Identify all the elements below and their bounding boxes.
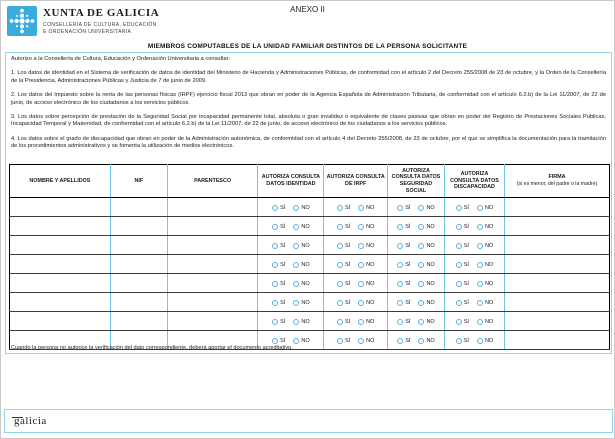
radio-button-icon[interactable] bbox=[293, 224, 299, 230]
no-radio-option[interactable] bbox=[477, 243, 493, 249]
no-radio-label: NO bbox=[484, 243, 494, 249]
yes-radio-label: SÍ bbox=[280, 319, 286, 325]
radio-button-icon[interactable] bbox=[456, 338, 462, 344]
no-radio-option[interactable] bbox=[358, 262, 374, 268]
radio-button-icon[interactable] bbox=[293, 243, 299, 249]
no-radio-option[interactable] bbox=[293, 338, 309, 344]
authorize-discapacidad-cell bbox=[444, 198, 504, 217]
no-radio-option[interactable] bbox=[358, 224, 374, 230]
yes-radio-label: SÍ bbox=[344, 300, 351, 306]
no-radio-option[interactable] bbox=[293, 224, 309, 230]
radio-button-icon[interactable] bbox=[397, 224, 403, 230]
no-radio-option[interactable] bbox=[418, 338, 434, 344]
no-radio-option[interactable] bbox=[477, 224, 493, 230]
authorize-identidad-cell bbox=[258, 293, 324, 312]
name-cell[interactable] bbox=[10, 255, 111, 274]
no-radio-label: NO bbox=[301, 319, 310, 325]
no-radio-option[interactable] bbox=[293, 300, 309, 306]
yes-radio-label: SÍ bbox=[405, 243, 411, 249]
no-radio-label: NO bbox=[426, 281, 435, 287]
column-header-identidad: AUTORIZA CONSULTA DATOS IDENTIDAD bbox=[258, 165, 324, 198]
radio-button-icon[interactable] bbox=[418, 224, 424, 230]
authorize-discapacidad-cell bbox=[444, 274, 504, 293]
no-radio-label: NO bbox=[366, 319, 375, 325]
yes-radio-label: SÍ bbox=[405, 338, 411, 344]
no-radio-option[interactable] bbox=[418, 300, 434, 306]
yes-radio-label: SÍ bbox=[280, 281, 286, 287]
nif-cell[interactable] bbox=[110, 217, 167, 236]
no-radio-option[interactable] bbox=[418, 319, 434, 325]
firma-sublabel: (si es menor, del padre o la madre) bbox=[516, 181, 598, 188]
yes-radio-label: SÍ bbox=[344, 338, 351, 344]
name-cell[interactable] bbox=[10, 274, 111, 293]
radio-button-icon[interactable] bbox=[456, 281, 462, 287]
yes-radio-option[interactable] bbox=[272, 338, 285, 344]
radio-button-icon[interactable] bbox=[337, 224, 343, 230]
nif-cell[interactable] bbox=[110, 312, 167, 331]
radio-button-icon[interactable] bbox=[358, 300, 364, 306]
radio-button-icon[interactable] bbox=[358, 338, 364, 344]
yes-radio-label: SÍ bbox=[344, 319, 351, 325]
radio-button-icon[interactable] bbox=[358, 319, 364, 325]
yes-radio-label: SÍ bbox=[463, 262, 469, 268]
no-radio-label: NO bbox=[366, 281, 375, 287]
authorize-identidad-cell bbox=[258, 274, 324, 293]
nif-cell[interactable] bbox=[110, 198, 167, 217]
radio-button-icon[interactable] bbox=[477, 300, 483, 306]
no-radio-option[interactable] bbox=[477, 205, 493, 211]
no-radio-label: NO bbox=[426, 300, 435, 306]
yes-radio-option[interactable] bbox=[397, 205, 410, 211]
radio-button-icon[interactable] bbox=[397, 319, 403, 325]
radio-button-icon[interactable] bbox=[293, 319, 299, 325]
table-row bbox=[10, 236, 610, 255]
yes-radio-option[interactable] bbox=[456, 300, 469, 306]
table-row bbox=[10, 255, 610, 274]
family-table-body bbox=[10, 198, 610, 350]
authorization-box bbox=[5, 52, 612, 354]
radio-button-icon[interactable] bbox=[397, 338, 403, 344]
radio-button-icon[interactable] bbox=[293, 281, 299, 287]
yes-radio-option[interactable] bbox=[272, 319, 285, 325]
name-cell[interactable] bbox=[10, 312, 111, 331]
radio-button-icon[interactable] bbox=[358, 243, 364, 249]
yes-radio-option[interactable] bbox=[397, 338, 410, 344]
column-header-firma bbox=[504, 165, 609, 198]
parentesco-cell[interactable] bbox=[167, 312, 258, 331]
radio-button-icon[interactable] bbox=[397, 300, 403, 306]
no-radio-option[interactable] bbox=[293, 319, 309, 325]
form-title: MIEMBROS COMPUTABLES DE LA UNIDAD FAMILIAR DISTINTOS DE LA PERSONA SOLICITANTE bbox=[147, 43, 468, 50]
parentesco-cell[interactable] bbox=[167, 236, 258, 255]
authorization-clause-1: 1. Los datos de identidad en el Sistema de verificación de datos de identidad del Ministerio de Hacienda y Administraciones Públicas, de conformidad con el artículo 2 del Decreto 255/2008 de 23 de octubre, y la Orden de la Consellería de la Presidencia, Administraciones Públicas y Justicia de 7 de junio de 2009. bbox=[11, 70, 606, 84]
no-radio-label: NO bbox=[301, 300, 310, 306]
authorize-irpf-cell bbox=[324, 255, 388, 274]
yes-radio-label: SÍ bbox=[280, 300, 286, 306]
no-radio-label: NO bbox=[484, 205, 494, 211]
radio-button-icon[interactable] bbox=[477, 224, 483, 230]
yes-radio-option[interactable] bbox=[397, 262, 410, 268]
firma-label: FIRMA bbox=[548, 174, 566, 181]
yes-radio-option[interactable] bbox=[272, 262, 285, 268]
yes-radio-option[interactable] bbox=[337, 319, 350, 325]
no-radio-label: NO bbox=[366, 224, 375, 230]
authorize-seguridad-social-cell bbox=[387, 217, 444, 236]
yes-radio-label: SÍ bbox=[463, 243, 469, 249]
authorize-irpf-cell bbox=[324, 236, 388, 255]
annex-label: ANEXO II bbox=[290, 5, 325, 14]
radio-button-icon[interactable] bbox=[477, 243, 483, 249]
no-radio-label: NO bbox=[426, 319, 435, 325]
yes-radio-option[interactable] bbox=[337, 338, 350, 344]
yes-radio-label: SÍ bbox=[463, 319, 469, 325]
no-radio-label: NO bbox=[484, 300, 494, 306]
radio-button-icon[interactable] bbox=[272, 300, 278, 306]
authorize-seguridad-social-cell bbox=[387, 312, 444, 331]
radio-button-icon[interactable] bbox=[272, 262, 278, 268]
yes-radio-option[interactable] bbox=[397, 281, 410, 287]
name-cell[interactable] bbox=[10, 217, 111, 236]
authorize-seguridad-social-cell bbox=[387, 255, 444, 274]
radio-button-icon[interactable] bbox=[358, 281, 364, 287]
radio-button-icon[interactable] bbox=[293, 262, 299, 268]
firma-cell[interactable] bbox=[504, 312, 609, 331]
authorize-discapacidad-cell bbox=[444, 331, 504, 350]
table-row bbox=[10, 198, 610, 217]
authorize-identidad-cell bbox=[258, 312, 324, 331]
radio-button-icon[interactable] bbox=[477, 281, 483, 287]
no-radio-option[interactable] bbox=[418, 262, 434, 268]
table-row bbox=[10, 312, 610, 331]
firma-cell[interactable] bbox=[504, 255, 609, 274]
yes-radio-option[interactable] bbox=[456, 262, 469, 268]
radio-button-icon[interactable] bbox=[272, 338, 278, 344]
firma-cell[interactable] bbox=[504, 293, 609, 312]
yes-radio-option[interactable] bbox=[397, 300, 410, 306]
yes-radio-label: SÍ bbox=[405, 281, 411, 287]
authorize-irpf-cell bbox=[324, 217, 388, 236]
no-radio-label: NO bbox=[301, 262, 310, 268]
yes-radio-label: SÍ bbox=[405, 300, 411, 306]
galicia-wordmark: galicia bbox=[14, 415, 47, 427]
authorize-identidad-cell bbox=[258, 217, 324, 236]
radio-button-icon[interactable] bbox=[456, 224, 462, 230]
radio-button-icon[interactable] bbox=[293, 338, 299, 344]
parentesco-cell[interactable] bbox=[167, 198, 258, 217]
no-radio-label: NO bbox=[484, 262, 494, 268]
radio-button-icon[interactable] bbox=[337, 338, 343, 344]
no-radio-option[interactable] bbox=[293, 205, 309, 211]
yes-radio-option[interactable] bbox=[272, 224, 285, 230]
radio-button-icon[interactable] bbox=[358, 205, 364, 211]
department-name bbox=[43, 22, 159, 35]
no-radio-label: NO bbox=[366, 243, 375, 249]
no-radio-option[interactable] bbox=[358, 243, 374, 249]
firma-cell[interactable] bbox=[504, 198, 609, 217]
authorize-seguridad-social-cell bbox=[387, 274, 444, 293]
no-radio-option[interactable] bbox=[358, 281, 374, 287]
authorize-discapacidad-cell bbox=[444, 312, 504, 331]
radio-button-icon[interactable] bbox=[272, 205, 278, 211]
no-radio-option[interactable] bbox=[477, 319, 493, 325]
nif-cell[interactable] bbox=[110, 293, 167, 312]
authorize-identidad-cell bbox=[258, 236, 324, 255]
radio-button-icon[interactable] bbox=[272, 243, 278, 249]
no-radio-label: NO bbox=[426, 338, 435, 344]
radio-button-icon[interactable] bbox=[397, 281, 403, 287]
no-radio-option[interactable] bbox=[418, 281, 434, 287]
firma-cell[interactable] bbox=[504, 331, 609, 350]
no-radio-label: NO bbox=[426, 224, 435, 230]
radio-button-icon[interactable] bbox=[456, 262, 462, 268]
parentesco-cell[interactable] bbox=[167, 293, 258, 312]
radio-button-icon[interactable] bbox=[358, 224, 364, 230]
authorize-seguridad-social-cell bbox=[387, 236, 444, 255]
radio-button-icon[interactable] bbox=[358, 262, 364, 268]
authorize-seguridad-social-cell bbox=[387, 331, 444, 350]
nif-cell[interactable] bbox=[110, 236, 167, 255]
authorize-discapacidad-cell bbox=[444, 293, 504, 312]
radio-button-icon[interactable] bbox=[272, 281, 278, 287]
no-radio-option[interactable] bbox=[358, 205, 374, 211]
radio-button-icon[interactable] bbox=[418, 281, 424, 287]
department-line2: E ORDENACIÓN UNIVERSITARIA bbox=[43, 28, 132, 35]
radio-button-icon[interactable] bbox=[477, 262, 483, 268]
yes-radio-option[interactable] bbox=[456, 224, 469, 230]
department-line1: CONSELLERÍA DE CULTURA, EDUCACIÓN bbox=[43, 22, 157, 28]
yes-radio-option[interactable] bbox=[337, 205, 350, 211]
firma-cell[interactable] bbox=[504, 236, 609, 255]
no-radio-option[interactable] bbox=[293, 243, 309, 249]
yes-radio-label: SÍ bbox=[405, 262, 411, 268]
radio-button-icon[interactable] bbox=[477, 338, 483, 344]
no-radio-label: NO bbox=[484, 319, 494, 325]
authorize-identidad-cell bbox=[258, 198, 324, 217]
column-header-nombre: NOMBRE Y APELLIDOS bbox=[10, 165, 111, 198]
name-cell[interactable] bbox=[10, 236, 111, 255]
footer-bar bbox=[4, 409, 613, 433]
no-radio-option[interactable] bbox=[477, 262, 493, 268]
parentesco-cell[interactable] bbox=[167, 274, 258, 293]
no-radio-option[interactable] bbox=[418, 205, 434, 211]
yes-radio-option[interactable] bbox=[397, 319, 410, 325]
radio-button-icon[interactable] bbox=[418, 300, 424, 306]
yes-radio-label: SÍ bbox=[344, 281, 351, 287]
yes-radio-label: SÍ bbox=[344, 205, 351, 211]
no-radio-option[interactable] bbox=[477, 300, 493, 306]
yes-radio-option[interactable] bbox=[272, 281, 285, 287]
name-cell[interactable] bbox=[10, 293, 111, 312]
yes-radio-label: SÍ bbox=[463, 338, 469, 344]
column-header-nif: NIF bbox=[110, 165, 167, 198]
no-radio-label: NO bbox=[366, 205, 375, 211]
yes-radio-label: SÍ bbox=[463, 300, 469, 306]
radio-button-icon[interactable] bbox=[456, 243, 462, 249]
yes-radio-option[interactable] bbox=[337, 224, 350, 230]
yes-radio-option[interactable] bbox=[272, 243, 285, 249]
no-radio-label: NO bbox=[484, 281, 494, 287]
yes-radio-option[interactable] bbox=[456, 281, 469, 287]
radio-button-icon[interactable] bbox=[456, 300, 462, 306]
table-row bbox=[10, 293, 610, 312]
radio-button-icon[interactable] bbox=[397, 262, 403, 268]
radio-button-icon[interactable] bbox=[397, 243, 403, 249]
yes-radio-option[interactable] bbox=[456, 205, 469, 211]
radio-button-icon[interactable] bbox=[337, 319, 343, 325]
radio-button-icon[interactable] bbox=[272, 319, 278, 325]
no-radio-option[interactable] bbox=[358, 338, 374, 344]
yes-radio-label: SÍ bbox=[280, 262, 286, 268]
parentesco-cell[interactable] bbox=[167, 217, 258, 236]
authorize-discapacidad-cell bbox=[444, 217, 504, 236]
family-table-head-row bbox=[10, 165, 610, 198]
no-radio-option[interactable] bbox=[477, 338, 493, 344]
column-header-seguridad-social: AUTORIZA CONSULTA DATOS SEGURIDAD SOCIAL bbox=[387, 165, 444, 198]
radio-button-icon[interactable] bbox=[272, 224, 278, 230]
no-radio-label: NO bbox=[426, 262, 435, 268]
column-header-irpf: AUTORIZA CONSULTA DE IRPF bbox=[324, 165, 388, 198]
yes-radio-option[interactable] bbox=[337, 281, 350, 287]
authorize-irpf-cell bbox=[324, 198, 388, 217]
radio-button-icon[interactable] bbox=[477, 205, 483, 211]
yes-radio-option[interactable] bbox=[272, 300, 285, 306]
no-radio-label: NO bbox=[426, 243, 435, 249]
authorize-irpf-cell bbox=[324, 293, 388, 312]
no-radio-label: NO bbox=[484, 338, 494, 344]
radio-button-icon[interactable] bbox=[477, 319, 483, 325]
yes-radio-option[interactable] bbox=[397, 224, 410, 230]
radio-button-icon[interactable] bbox=[418, 243, 424, 249]
radio-button-icon[interactable] bbox=[337, 243, 343, 249]
no-radio-option[interactable] bbox=[293, 281, 309, 287]
no-radio-option[interactable] bbox=[293, 262, 309, 268]
authorize-irpf-cell bbox=[324, 312, 388, 331]
yes-radio-option[interactable] bbox=[397, 243, 410, 249]
radio-button-icon[interactable] bbox=[418, 205, 424, 211]
no-radio-option[interactable] bbox=[477, 281, 493, 287]
radio-button-icon[interactable] bbox=[337, 205, 343, 211]
yes-radio-label: SÍ bbox=[405, 224, 411, 230]
yes-radio-option[interactable] bbox=[456, 338, 469, 344]
radio-button-icon[interactable] bbox=[456, 205, 462, 211]
no-radio-option[interactable] bbox=[418, 243, 434, 249]
radio-button-icon[interactable] bbox=[293, 300, 299, 306]
authorize-seguridad-social-cell bbox=[387, 293, 444, 312]
authorize-irpf-cell bbox=[324, 274, 388, 293]
yes-radio-option[interactable] bbox=[337, 243, 350, 249]
no-radio-label: NO bbox=[301, 243, 310, 249]
yes-radio-label: SÍ bbox=[405, 319, 411, 325]
no-radio-option[interactable] bbox=[358, 300, 374, 306]
no-radio-label: NO bbox=[366, 300, 375, 306]
yes-radio-option[interactable] bbox=[337, 300, 350, 306]
no-radio-option[interactable] bbox=[358, 319, 374, 325]
yes-radio-label: SÍ bbox=[463, 281, 469, 287]
no-radio-label: NO bbox=[484, 224, 494, 230]
no-radio-label: NO bbox=[301, 205, 310, 211]
firma-cell[interactable] bbox=[504, 217, 609, 236]
yes-radio-label: SÍ bbox=[463, 224, 469, 230]
authorization-clause-3: 3. Los datos sobre percepción de prestación de la Seguridad Social por incapacidad permanente total, absoluta o gran invalidez o equivalente de clases pasivas que obran en poder del Registro de Prestaciones Sociales Públicas, Incapacidad Temporal y Maternidad, de conformidad con el artículo 6.2.b) de la Lei 11/2007, de 22 de junio, de acceso electrónico de los ciudadanos a los servicios públicos. bbox=[11, 114, 606, 128]
table-row bbox=[10, 274, 610, 293]
yes-radio-label: SÍ bbox=[344, 243, 351, 249]
yes-radio-label: SÍ bbox=[405, 205, 411, 211]
yes-radio-option[interactable] bbox=[272, 205, 285, 211]
radio-button-icon[interactable] bbox=[337, 262, 343, 268]
no-radio-label: NO bbox=[301, 224, 310, 230]
nif-cell[interactable] bbox=[110, 274, 167, 293]
column-header-discapacidad: AUTORIZA CONSULTA DATOS DISCAPACIDAD bbox=[444, 165, 504, 198]
yes-radio-label: SÍ bbox=[280, 224, 286, 230]
yes-radio-option[interactable] bbox=[456, 319, 469, 325]
yes-radio-label: SÍ bbox=[280, 205, 286, 211]
radio-button-icon[interactable] bbox=[337, 300, 343, 306]
authorization-clause-4: 4. Los datos sobre el grado de discapacidad que obran en poder de la Administración autonómica, de conformidad con el artículo 4 del Decreto 255/2008, de 23 de octubre, por el que se simplifica la documentación para la tramitación de los procedimientos administrativos y se fomenta la utilización de medios electrónicos. bbox=[11, 135, 606, 150]
radio-button-icon[interactable] bbox=[337, 281, 343, 287]
no-radio-label: NO bbox=[366, 262, 375, 268]
nif-cell[interactable] bbox=[110, 255, 167, 274]
radio-button-icon[interactable] bbox=[418, 319, 424, 325]
firma-cell[interactable] bbox=[504, 274, 609, 293]
family-members-table bbox=[9, 164, 610, 350]
column-header-parentesco: PARENTESCO bbox=[167, 165, 258, 198]
no-radio-label: NO bbox=[366, 338, 375, 344]
yes-radio-label: SÍ bbox=[280, 338, 286, 344]
table-row bbox=[10, 217, 610, 236]
yes-radio-label: SÍ bbox=[344, 262, 351, 268]
no-radio-label: NO bbox=[301, 281, 310, 287]
radio-button-icon[interactable] bbox=[418, 338, 424, 344]
no-radio-option[interactable] bbox=[418, 224, 434, 230]
radio-button-icon[interactable] bbox=[397, 205, 403, 211]
authorize-irpf-cell bbox=[324, 331, 388, 350]
parentesco-cell[interactable] bbox=[167, 255, 258, 274]
authorize-identidad-cell bbox=[258, 255, 324, 274]
no-radio-label: NO bbox=[426, 205, 435, 211]
table-footnote: Cuando la persona no autorice la verificación del dato correspondiente, deberá aportar el documento acreditativo. bbox=[11, 345, 293, 351]
authorize-discapacidad-cell bbox=[444, 255, 504, 274]
authorization-clause-2: 2. Los datos del Impuesto sobre la renta de las personas físicas (IRPF) ejercicio fiscal 2013 que obran en poder de la Agencia Española de Administración Tributaria, de conformidad con el artículo 6.2.b) de la Lei 11/2007, de 22 de junio, de acceso electrónico de los ciudadanos a los servicios públicos. bbox=[11, 92, 606, 106]
brand-title: XUNTA DE GALICIA bbox=[43, 7, 160, 19]
radio-button-icon[interactable] bbox=[418, 262, 424, 268]
no-radio-label: NO bbox=[301, 338, 310, 344]
name-cell[interactable] bbox=[10, 198, 111, 217]
authorize-discapacidad-cell bbox=[444, 236, 504, 255]
yes-radio-option[interactable] bbox=[337, 262, 350, 268]
yes-radio-option[interactable] bbox=[456, 243, 469, 249]
radio-button-icon[interactable] bbox=[456, 319, 462, 325]
authorize-seguridad-social-cell bbox=[387, 198, 444, 217]
yes-radio-label: SÍ bbox=[280, 243, 286, 249]
yes-radio-label: SÍ bbox=[463, 205, 469, 211]
authorization-intro: Autorizo a la Consellería de Cultura, Educación y Ordenación Universitaria a consultar: bbox=[11, 56, 231, 62]
radio-button-icon[interactable] bbox=[293, 205, 299, 211]
yes-radio-label: SÍ bbox=[344, 224, 351, 230]
